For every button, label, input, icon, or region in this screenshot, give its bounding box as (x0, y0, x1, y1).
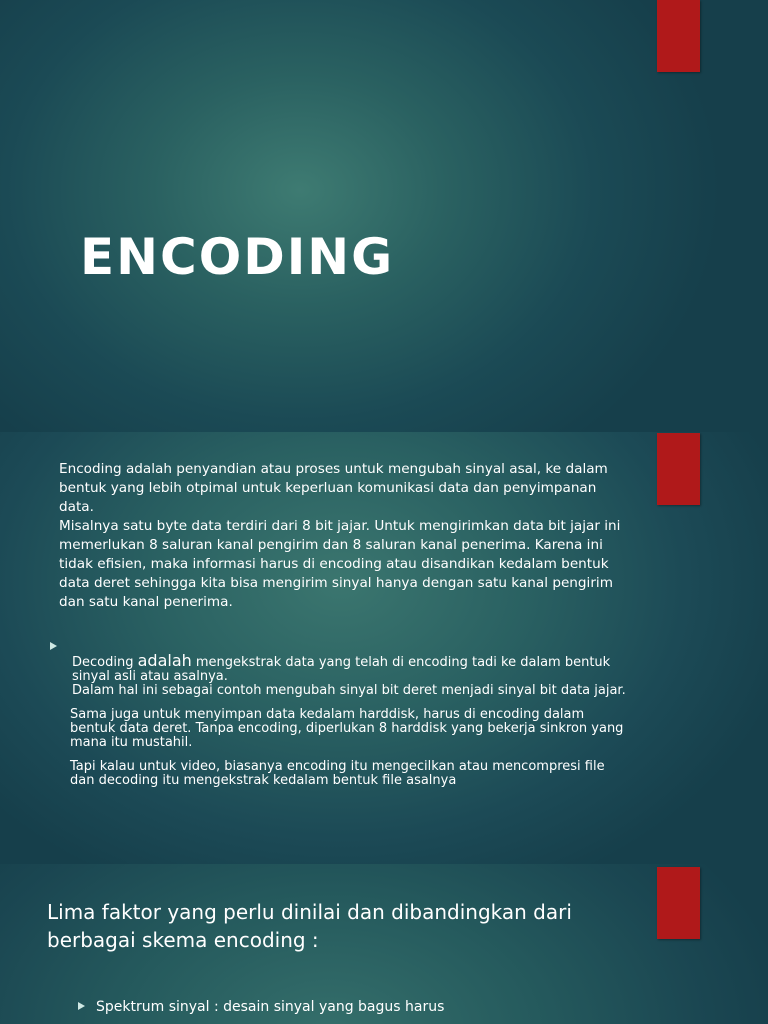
bullet-arrow-icon (78, 1002, 85, 1010)
decoding-paragraph (70, 651, 710, 698)
encoding-definition-paragraph: Encoding adalah penyandian atau proses untuk mengubah sinyal asal, ke dalam bentuk yang lebih otpimal untuk keperluan komunikasi data dan penyimpanan data. Misalnya satu byte data terdiri dari 8 bit jajar. Untuk mengirimkan data bit jajar ini memerlukan 8 saluran kanal pengirim dan 8 saluran kanal penerima. Karena ini tidak efisien, maka informasi harus di encoding atau disandikan kedalam bentuk data deret sehingga kita bisa mengirim sinyal hanya dengan satu kanal pengirim dan satu kanal penerima. (59, 461, 621, 610)
bullet-arrow-icon (50, 642, 57, 650)
decoding-section (70, 651, 710, 798)
slide-title-heading: ENCODING (80, 228, 395, 286)
slide-title (0, 0, 768, 432)
harddisk-paragraph: Sama juga untuk menyimpan data kedalam harddisk, harus di encoding dalam bentuk data deret. Tanpa encoding, diperlukan 8 harddisk yang bekerja sinkron yang mana itu mustahil. (70, 707, 624, 750)
list-item (78, 999, 444, 1015)
factors-heading: Lima faktor yang perlu dinilai dan dibandingkan dari berbagai skema encoding : (47, 900, 572, 952)
decoding-prefix: Decoding (72, 655, 138, 670)
list-item-text: Spektrum sinyal : desain sinyal yang bagus harus (96, 999, 445, 1015)
slide-definition (0, 432, 768, 864)
accent-bar (657, 867, 700, 939)
decoding-emphasis-word: adalah (137, 651, 192, 670)
slide-factors (0, 864, 768, 1024)
decoding-rest: mengekstrak data yang telah di encoding tadi ke dalam bentuk sinyal asli atau asalnya. Dalam hal ini sebagai contoh mengubah sinyal bit deret menjadi sinyal bit data jajar. (72, 655, 626, 698)
accent-bar (657, 0, 700, 72)
video-paragraph: Tapi kalau untuk video, biasanya encoding itu mengecilkan atau mencompresi file dan decoding itu mengekstrak kedalam bentuk file asalnya (70, 759, 605, 788)
